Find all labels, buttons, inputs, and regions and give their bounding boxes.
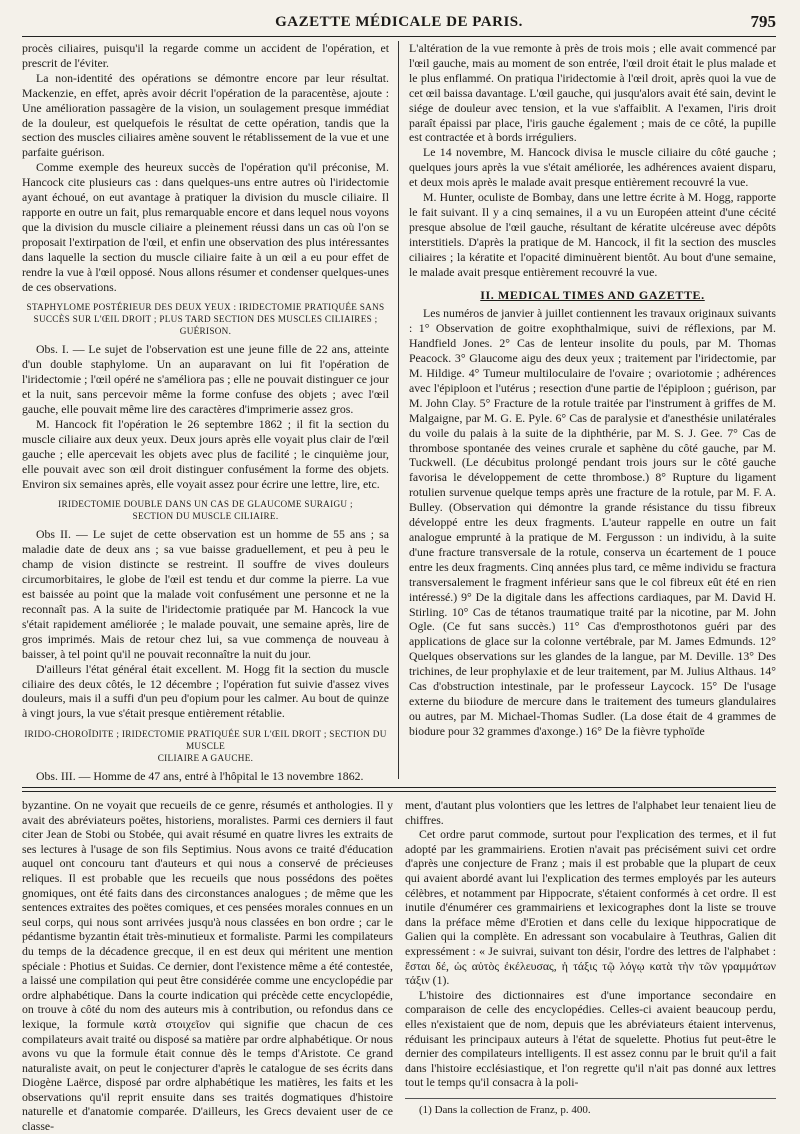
paragraph: Les numéros de janvier à juillet contiennent les travaux originaux suivants : 1° Observation de goitre exophthalmique, suivi de réflexions, par M. Handfield Jones. 2° Cas de lenteur insolite du pouls, par M. Thomas Peacock. 3° Glaucome aigu des deux yeux ; traitement par l'iridectomie, par M. Hildige. 4° Tumeur multiloculaire de l'ovaire ; ovariotomie ; adhérences avec l'épiploon et l'utérus ; resection d'une partie de l'épiploon ; guérison, par M. John Clay. 5° Fracture de la rotule traitée par l'instrument à griffes de M. Malgaigne, par M. G. E. Pyle. 6° Cas de paralysie et d'anesthésie unilatérales du voile du palais à la suite de la diphthérie, par M. S. J. Gee. 7° Cas de thrombose spontanée des veines crurale et saphène du côté gauche, par M. Tuckwell. (Le décubitus prolongé pendant trois jours sur le côté gauche favorisa le développement de cette thrombose.) 8° Rupture du ligament rotulien survenue quelque temps après une fracture de la rotule, par M. F. A. Bulley. (Observation qui démontre la grande résistance du tissu fibreux développé entre les deux fragments. L'auteur rappelle en outre un fait analogue emprunté à la pratique de M. Fergusson : un individu, à la suite d'une fracture transversale de la rotule, conserva un écartement de 1 pouce entre les deux fragments. Cinq années plus tard, ce même individu se fractura transversalement le fragment inférieur sans que le col fibreux eût été en rien intéressé.) 9° De la digitale dans les affections cardiaques, par M. David H. Stirling. 10° Cas de tétanos traumatique traité par la nicotine, par M. John Ogle. (Ce fut sans succès.) 11° Cas d'emprosthotonos guéri par des applications de glace sur la colonne vertébrale, par M. James Edmunds. 12° Quelques observations sur les glandes de la langue, par M. Deville. 13° Des trichines, de leur prophylaxie et de leur traitement, par M. Julius Althaus. 14° Cas d'obstruction intestinale, par le professeur Laycock. 15° De l'usage externe du biiodure de mercure dans le traitement des tumeurs glandulaires ou autres, par M. Michael-Thomas Sudler. (La dose était de 4 grammes de biodure pour 32 grammes d'axonge.) 16° De la fièvre typhoïde: [409, 306, 776, 738]
divider: [22, 787, 776, 788]
paragraph: Cet ordre parut commode, surtout pour l'explication des termes, et il fut adopté par les grammairiens. Erotien n'avait pas précisément suivi cet ordre d'après une conjecture de Franz ; mais il est probable que la plupart de ceux qui avaient abordé avant lui l'explication des termes employés par les auteurs célèbres, et notamment par Hippocrate, s'étaient conformés à cet ordre. Il est inutile d'énumérer ces grammairiens et lexicographes dont la liste se trouve dans la préface même d'Erotien et dans celle du lexique hippocratique de Galien qui la complète. En adressant son vocabulaire à Teuthras, Galien dit expressément : « Je suivrai, suivant ton désir, l'ordre des lettres de l'alphabet : ἔσται δέ, ὡς αὐτὸς ἐκέλευσας, ἡ τάξις τῷ λόγῳ κατὰ τὴν τῶν γραμμάτων τάξιν (1).: [405, 827, 776, 988]
paragraph: procès ciliaires, puisqu'il la regarde comme un accident de l'opération, et prescrit de l'éviter.: [22, 41, 389, 70]
paragraph: ment, d'autant plus volontiers que les lettres de l'alphabet leur tenaient lieu de chiffres.: [405, 798, 776, 827]
feuilleton-columns: [22, 798, 776, 1134]
paragraph: M. Hunter, oculiste de Bombay, dans une lettre écrite à M. Hogg, rapporte le fait suivant. Il y a cinq semaines, il a vu un Européen atteint d'une cécité presque absolue de l'œil gauche, résultant de kératite ulcéreuse avec dépôts interstitiels. D'après la pratique de M. Hancock, il fit la section des muscles ciliaires ; la kératite et l'opacité diminuèrent bientôt. Au bout d'une semaine, le malade avait presque entièrement recouvré la vue.: [409, 190, 776, 279]
case-heading-line: IRIDECTOMIE DOUBLE DANS UN CAS DE GLAUCOME SURAIGU ;: [58, 499, 353, 510]
left-column: [22, 41, 399, 784]
case-heading: [22, 728, 389, 764]
observation: Obs. III. — Homme de 47 ans, entré à l'hôpital le 13 novembre 1862.: [36, 769, 364, 784]
paragraph: La non-identité des opérations se démontre encore par leur résultat. Mackenzie, en effet, après avoir décrit l'opération de la paracentèse, ajoute : Une amélioration passagère de la vision, un soulagement presque immédiat de la douleur, est quelquefois le résultat de cette opération, tandis que la section des muscles ciliaires amène souvent le rétablissement de la vue et une parfaite guérison.: [22, 70, 389, 160]
case-heading-line: IRIDO-CHOROÏDITE ; IRIDECTOMIE PRATIQUÉE SUR L'ŒIL DROIT ; SECTION DU MUSCLE: [24, 729, 387, 752]
paragraph: Le 14 novembre, M. Hancock divisa le muscle ciliaire du côté gauche ; quelques jours après la vue s'était améliorée, les adhérences avaient disparu, et deux mois après le malade avait presque entièrement recouvré la vue.: [409, 145, 776, 190]
observation: Obs II. — Le sujet de cette observation est un homme de 55 ans ; sa maladie date de deux ans ; sa vue baisse graduellement, et peu à peu le champ de vision distincte se restreint. Il souffre de vives douleurs circumorbitaires, le globe de l'œil est tendu et dur comme la pierre. La vue est baissée au point que la malade voit confusément une personne et ne la reconnaît pas. A la suite de l'iridectomie pratiquée par M. Hancock la vue s'était rapidement améliorée ; le malade pouvait, une semaine après, lire de gros imprimés. Mais de retour chez lui, sa vue commença de nouveau à baisser, à tel point qu'il ne pouvait reconnaître la nuit du jour.: [22, 527, 389, 661]
case-heading-line: CILIAIRE A GAUCHE.: [157, 753, 254, 764]
paragraph: byzantine. On ne voyait que recueils de ce genre, résumés et anthologies. Il y avait des abréviateurs poëtes, historiens, moralistes. Parmi ces derniers il faut citer Jean de Stobi ou Stobée, qui avait résumé en quatre livres les extraits de ses lectures à l'usage de son fils Septimius. Nous avons ce traité d'éducation auquel ont concouru tant d'auteurs et qui nous a conservé de précieuses reliques. Il est probable que les recueils que nous possédons des poëtes gnomiques, ont été faits dans des circonstances analogues ; de même que les sentences extraites des poëtes comiques, et ces pensées morales connues en un seul corps, qui nous sont arrivées jusqu'à nous classées en bon ordre ; car le pédantisme byzantin était très-minutieux et formaliste. Parmi les compilateurs du temps de la décadence grecque, il en est deux qui méritent une mention spéciale : Photius et Suidas. Ce dernier, dont l'existence même a été contestée, a laissé une compilation qui peut être considérée comme une encyclopédie par ordre alphabétique. Dans la courte indication qui précède cette encyclopédie, on trouve à côté du nom des auteurs mis à contribution, ou refondus dans ce lexique, la formule κατὰ στοιχεῖον qui signifie que chacun de ces compilateurs avait traité ou disposé sa matière par ordre alphabétique. Or nous avons vu que la formule était connue dès le temps d'Aristote. Ce grand naturaliste avait, on peut le conjecturer d'après le catalogue de ses écrits dans Diogène Laërce, disposé par ordre alphabétique les matières, les faits et les observations qu'il reprit ensuite dans ses traités dogmatiques d'histoire naturelle et d'anatomie comparée. D'ailleurs, les Grecs devaient user de ce classe-: [22, 798, 393, 1134]
page-header: [22, 10, 776, 37]
divider: [22, 791, 776, 792]
page-number: 795: [750, 12, 776, 31]
journal-title: GAZETTE MÉDICALE DE PARIS.: [275, 14, 523, 30]
case-heading-line: SECTION DU MUSCLE CILIAIRE.: [132, 511, 279, 522]
right-column: [409, 41, 776, 779]
article-columns: [22, 41, 776, 784]
section-title: II. MEDICAL TIMES AND GAZETTE.: [480, 287, 705, 302]
paragraph: D'ailleurs l'état général était excellent. M. Hogg fit la section du muscle ciliaire des deux côtés, le 12 décembre ; l'opération fut suivie d'assez vives douleurs, mais il a suffi d'un peu d'opium pour les calmer. Au bout de quinze à vingt jours, la vue s'était presque entièrement rétablie.: [22, 661, 389, 721]
case-heading: [22, 498, 389, 522]
observation: Obs. I. — Le sujet de l'observation est une jeune fille de 22 ans, atteinte d'un double staphylome. Un an auparavant on lui fit l'opération de l'iridectomie ; l'œil opéré ne s'améliora pas ; elle ne pouvait distinguer ce jour et la nuit, sans percevoir même la forme confuse des objets ; avec l'œil gauche, elle pouvait même lire des caractères d'imprimerie assez gros.: [22, 342, 389, 417]
paragraph: Comme exemple des heureux succès de l'opération qu'il préconise, M. Hancock cite plusieurs cas : dans quelques-uns entre autres où l'iridectomie ayant échoué, on eut avantage à pratiquer la division du muscle ciliaire. Il rapporte en outre un fait, plus remarquable encore et dans lequel nous voyons que la division du muscle ciliaire a pleinement réussi dans un cas où l'on se proposait l'extirpation de l'œil, et enfin une observation des plus intéressantes dans laquelle la section du muscle ciliaire faite à un œil a eu pour effet de rendre la vue à l'œil opposé. Nous allons résumer et condenser quelques-unes de ces observations.: [22, 160, 389, 294]
case-heading: STAPHYLOME POSTÉRIEUR DES DEUX YEUX : IRIDECTOMIE PRATIQUÉE SANS SUCCÈS SUR L'ŒIL DROIT ; PLUS TARD SECTION DES MUSCLES CILIAIRES ; GUÉRISON.: [26, 302, 385, 337]
paragraph: M. Hancock fit l'opération le 26 septembre 1862 ; il fit la section du muscle ciliaire aux deux yeux. Deux jours après elle voyait plus clair de l'œil gauche ; elle apercevait les objets avec plus de facilité ; le cinquième jour, elle pouvait avec son œil droit distinguer confusément la forme des objets. Environ six semaines après, elle voyait assez pour écrire une lettre, lire, etc.: [22, 416, 389, 491]
paragraph: L'histoire des dictionnaires est d'une importance secondaire en comparaison de celle des encyclopédies. Celles-ci avaient beaucoup perdu, elles n'existaient que de nom, depuis que les abréviateurs étaient intervenus, réduisant les principaux auteurs à l'état de squelette. Photius fut peut-être le dernier des compilateurs intelligents. Il est assez connu par le bruit qu'il a fait dans l'histoire ecclésiastique, et l'on regrette qu'il n'ait pas donné aux lettres tout le temps qu'il consacra à la poli-: [405, 987, 776, 1090]
bottom-left-column: [22, 798, 393, 1134]
bottom-right-column: [405, 798, 776, 1116]
paragraph: L'altération de la vue remonte à près de trois mois ; elle avait commencé par l'œil gauche, mais au moment de son entrée, l'œil droit était le plus malade et le plus enflammé. On pratiqua l'iridectomie à l'œil droit, après quoi la vue de cet œil baissa davantage. L'œil gauche, qui jusqu'alors avait été sain, devint le siége de douleur avec tension, et la vue s'affaiblit. A l'examen, l'iris droit paraît épaissi par place, l'iris gauche également ; mais de ce côté, la pupille est contractée et à bords irréguliers.: [409, 41, 776, 145]
footnote: (1) Dans la collection de Franz, p. 400.: [405, 1098, 776, 1118]
